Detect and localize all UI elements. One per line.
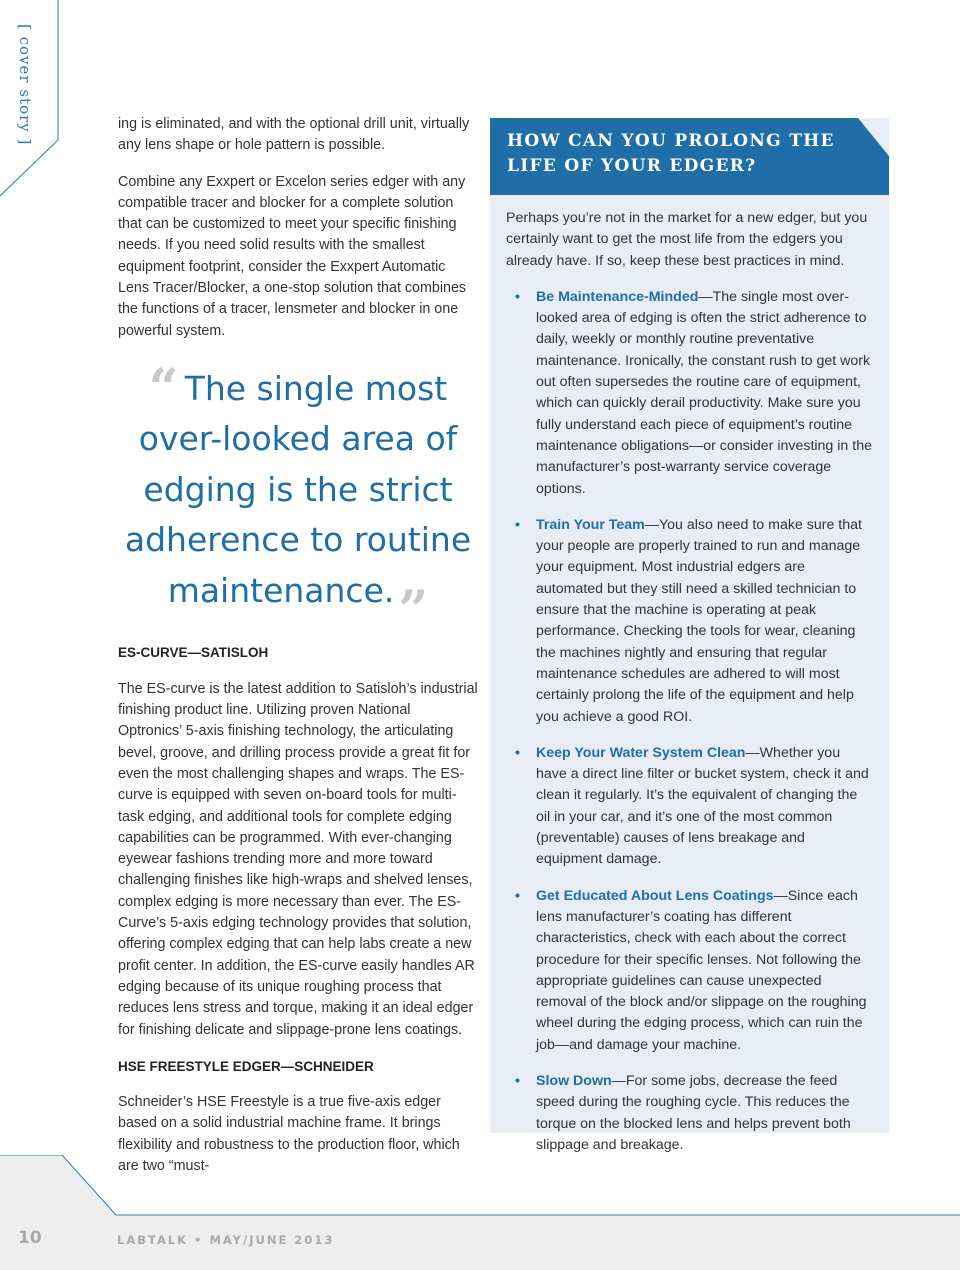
section-tab	[0, 0, 60, 200]
bullet-icon: •	[515, 516, 520, 533]
sidebar-body	[506, 208, 874, 1171]
tip-text: —For some jobs, decrease the feed speed during the roughing cycle. This reduces the torque on the blocked lens and helps prevent both slippage and breakage.	[536, 1072, 851, 1153]
publication-info: LABTALK • MAY/JUNE 2013	[117, 1233, 335, 1247]
tip-title: Be Maintenance-Minded	[536, 288, 699, 305]
bullet-icon: •	[515, 1072, 520, 1089]
tip-text: —Whether you have a direct line filter or bucket system, check it and clean it regularly. It’s the equivalent of changing the oil in your car, and it’s one of the most common (preventable) causes of lens breakage and equipment damage.	[536, 744, 869, 868]
section-label: [ cover story ]	[16, 24, 34, 146]
tip-text: —You also need to make sure that your people are properly trained to run and manage your equipment. Most industrial edgers are automated but they still need a skilled technician to ensure that the machine is operating at peak performance. Checking the tools for wear, cleaning the machines nightly and ensuring that regular maintenance schedules are adhered to will most certainly prolong the life of the equipment and help you achieve a good ROI.	[536, 516, 862, 725]
section-heading: HSE FREESTYLE EDGER—SCHNEIDER	[118, 1058, 374, 1074]
bullet-icon: •	[515, 744, 520, 761]
sidebar-title: HOW CAN YOU PROLONG THE LIFE OF YOUR EDGER?	[507, 131, 835, 176]
footer-band	[0, 1155, 960, 1270]
tips-list	[506, 287, 874, 1156]
tip-text: —The single most over-looked area of edging is often the strict adherence to daily, weekly or monthly routine preventative maintenance. Ironically, the constant rush to get work out often supersedes the routine care of equipment, which can quickly derail productivity. Make sure you fully understand each piece of equipment’s routine maintenance obligations—or consider investing in the manufacturer’s post-warranty service coverage options.	[536, 288, 872, 497]
pull-quote-text: The single most over-looked area of edging is the strict adherence to routine maintenance.	[124, 368, 472, 610]
bullet-icon: •	[515, 887, 520, 904]
list-item	[506, 1071, 874, 1156]
article-column	[118, 114, 478, 1192]
section-heading: ES-CURVE—SATISLOH	[118, 645, 269, 661]
tip-title: Keep Your Water System Clean	[536, 744, 746, 761]
article-paragraph: Combine any Exxpert or Excelon series edger with any compatible tracer and blocker for a complete solution that can be customized to meet your specific finishing needs. If you need solid results with the smallest equipment footprint, consider the Exxpert Automatic Lens Tracer/Blocker, a one-stop solution that combines the functions of a tracer, lensmeter and blocker in one powerful system.	[118, 173, 467, 339]
list-item	[506, 743, 874, 871]
sidebar-header	[490, 118, 889, 195]
list-item	[506, 886, 874, 1056]
close-quote-icon: ”	[398, 579, 429, 641]
tip-title: Slow Down	[536, 1072, 612, 1089]
tip-text: —Since each lens manufacturer’s coating has different characteristics, check with each about the correct procedure for their specific lenses. Not following the appropriate guidelines can cause unexpected removal of the block and/or slippage on the roughing wheel during the edging process, which can ruin the job—and damage your machine.	[536, 887, 867, 1053]
article-paragraph: Schneider’s HSE Freestyle is a true five-axis edger based on a solid industrial machine frame. It brings flexibility and robustness to the production floor, which are two “must-	[118, 1094, 460, 1174]
page-number: 10	[18, 1228, 42, 1248]
article-paragraph: The ES-curve is the latest addition to Satisloh’s industrial finishing product line. Utilizing proven National Optronics’ 5-axis finishing technology, the articulating bevel, groove, and drilling process provide a great fit for even the most challenging shapes and wraps. The ES-curve is equipped with seven on-board tools for multi-task edging, and additional tools for complete edging capabilities can be programmed. With ever-changing eyewear fashions trending more and more toward challenging finishes like high-wraps and shelved lenses, complex edging is more necessary than ever. The ES-Curve’s 5-axis edging technology provides that solution, offering complex edging that can help labs create a new profit center. In addition, the ES-curve easily handles AR edging because of its unique roughing process that reduces lens stress and torque, making it an ideal edger for finishing delicate and slippage-prone lens coatings.	[118, 680, 478, 1038]
tip-title: Get Educated About Lens Coatings	[536, 887, 774, 904]
open-quote-icon: “	[148, 357, 179, 419]
sidebar-intro: Perhaps you’re not in the market for a new edger, but you certainly want to get the most life from the edgers you already have. If so, keep these best practices in mind.	[506, 210, 868, 269]
article-paragraph: ing is eliminated, and with the optional drill unit, virtually any lens shape or hole pattern is possible.	[118, 116, 470, 154]
list-item	[506, 515, 874, 728]
sidebar-box	[490, 118, 889, 1153]
pull-quote	[118, 357, 478, 641]
tip-title: Train Your Team	[536, 516, 645, 533]
list-item	[506, 287, 874, 500]
footer-shape-icon	[0, 1155, 960, 1270]
bullet-icon: •	[515, 288, 520, 305]
